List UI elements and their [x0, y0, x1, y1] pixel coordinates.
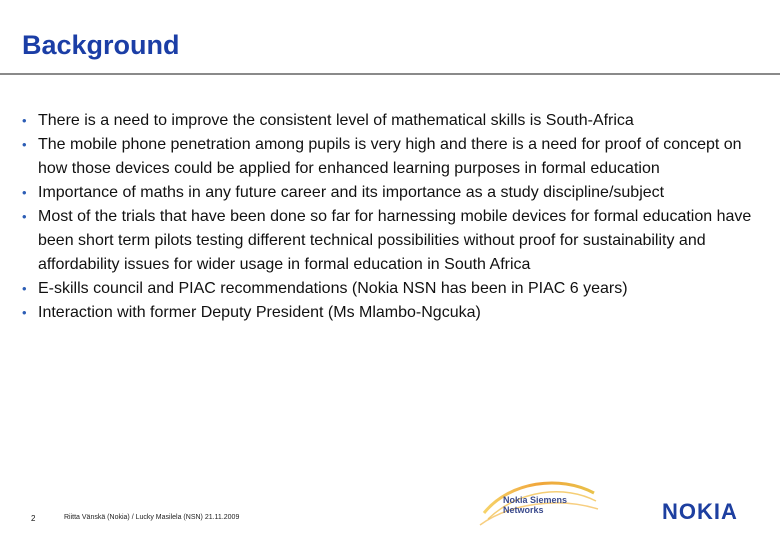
slide-title: Background	[22, 30, 180, 60]
bullet-item	[22, 181, 767, 205]
footer-credit: Riitta Vänskä (Nokia) / Lucky Masilela (NSN) 21.11.2009	[64, 514, 240, 521]
bullet-dot-icon: •	[22, 281, 27, 296]
bullet-dot-icon: •	[22, 185, 27, 200]
nsn-logo	[503, 495, 567, 515]
bullet-text: Interaction with former Deputy President (Ms Mlambo-Ngcuka)	[38, 304, 481, 321]
bullet-dot-icon: •	[22, 305, 27, 320]
bullet-dot-icon: •	[22, 113, 27, 128]
bullet-list	[22, 109, 767, 325]
bullet-dot-icon: •	[22, 137, 27, 152]
bullet-text: E-skills council and PIAC recommendations (Nokia NSN has been in PIAC 6 years)	[38, 280, 628, 297]
bullet-text: Most of the trials that have been done so far for harnessing mobile devices for formal education have been short term pilots testing different technical possibilities without proof for sustainability and affordability issues for wider usage in formal education in South Africa	[38, 208, 752, 273]
bullet-item	[22, 109, 767, 133]
nsn-logo-line2: Networks	[503, 505, 544, 515]
bullet-text: There is a need to improve the consistent level of mathematical skills is South-Africa	[38, 112, 634, 129]
page-number: 2	[31, 514, 36, 523]
bullet-dot-icon: •	[22, 209, 27, 224]
nsn-logo-line1: Nokia Siemens	[503, 495, 568, 505]
bullet-text: The mobile phone penetration among pupils is very high and there is a need for proof of concept on how those devices could be applied for enhanced learning purposes in formal education	[38, 136, 742, 177]
bullet-item	[22, 133, 767, 181]
title-divider	[0, 73, 780, 75]
nokia-logo: NOKIA	[662, 499, 738, 524]
bullet-item	[22, 205, 767, 277]
bullet-item	[22, 301, 767, 325]
bullet-item	[22, 277, 767, 301]
bullet-text: Importance of maths in any future career and its importance as a study discipline/subject	[38, 184, 665, 201]
